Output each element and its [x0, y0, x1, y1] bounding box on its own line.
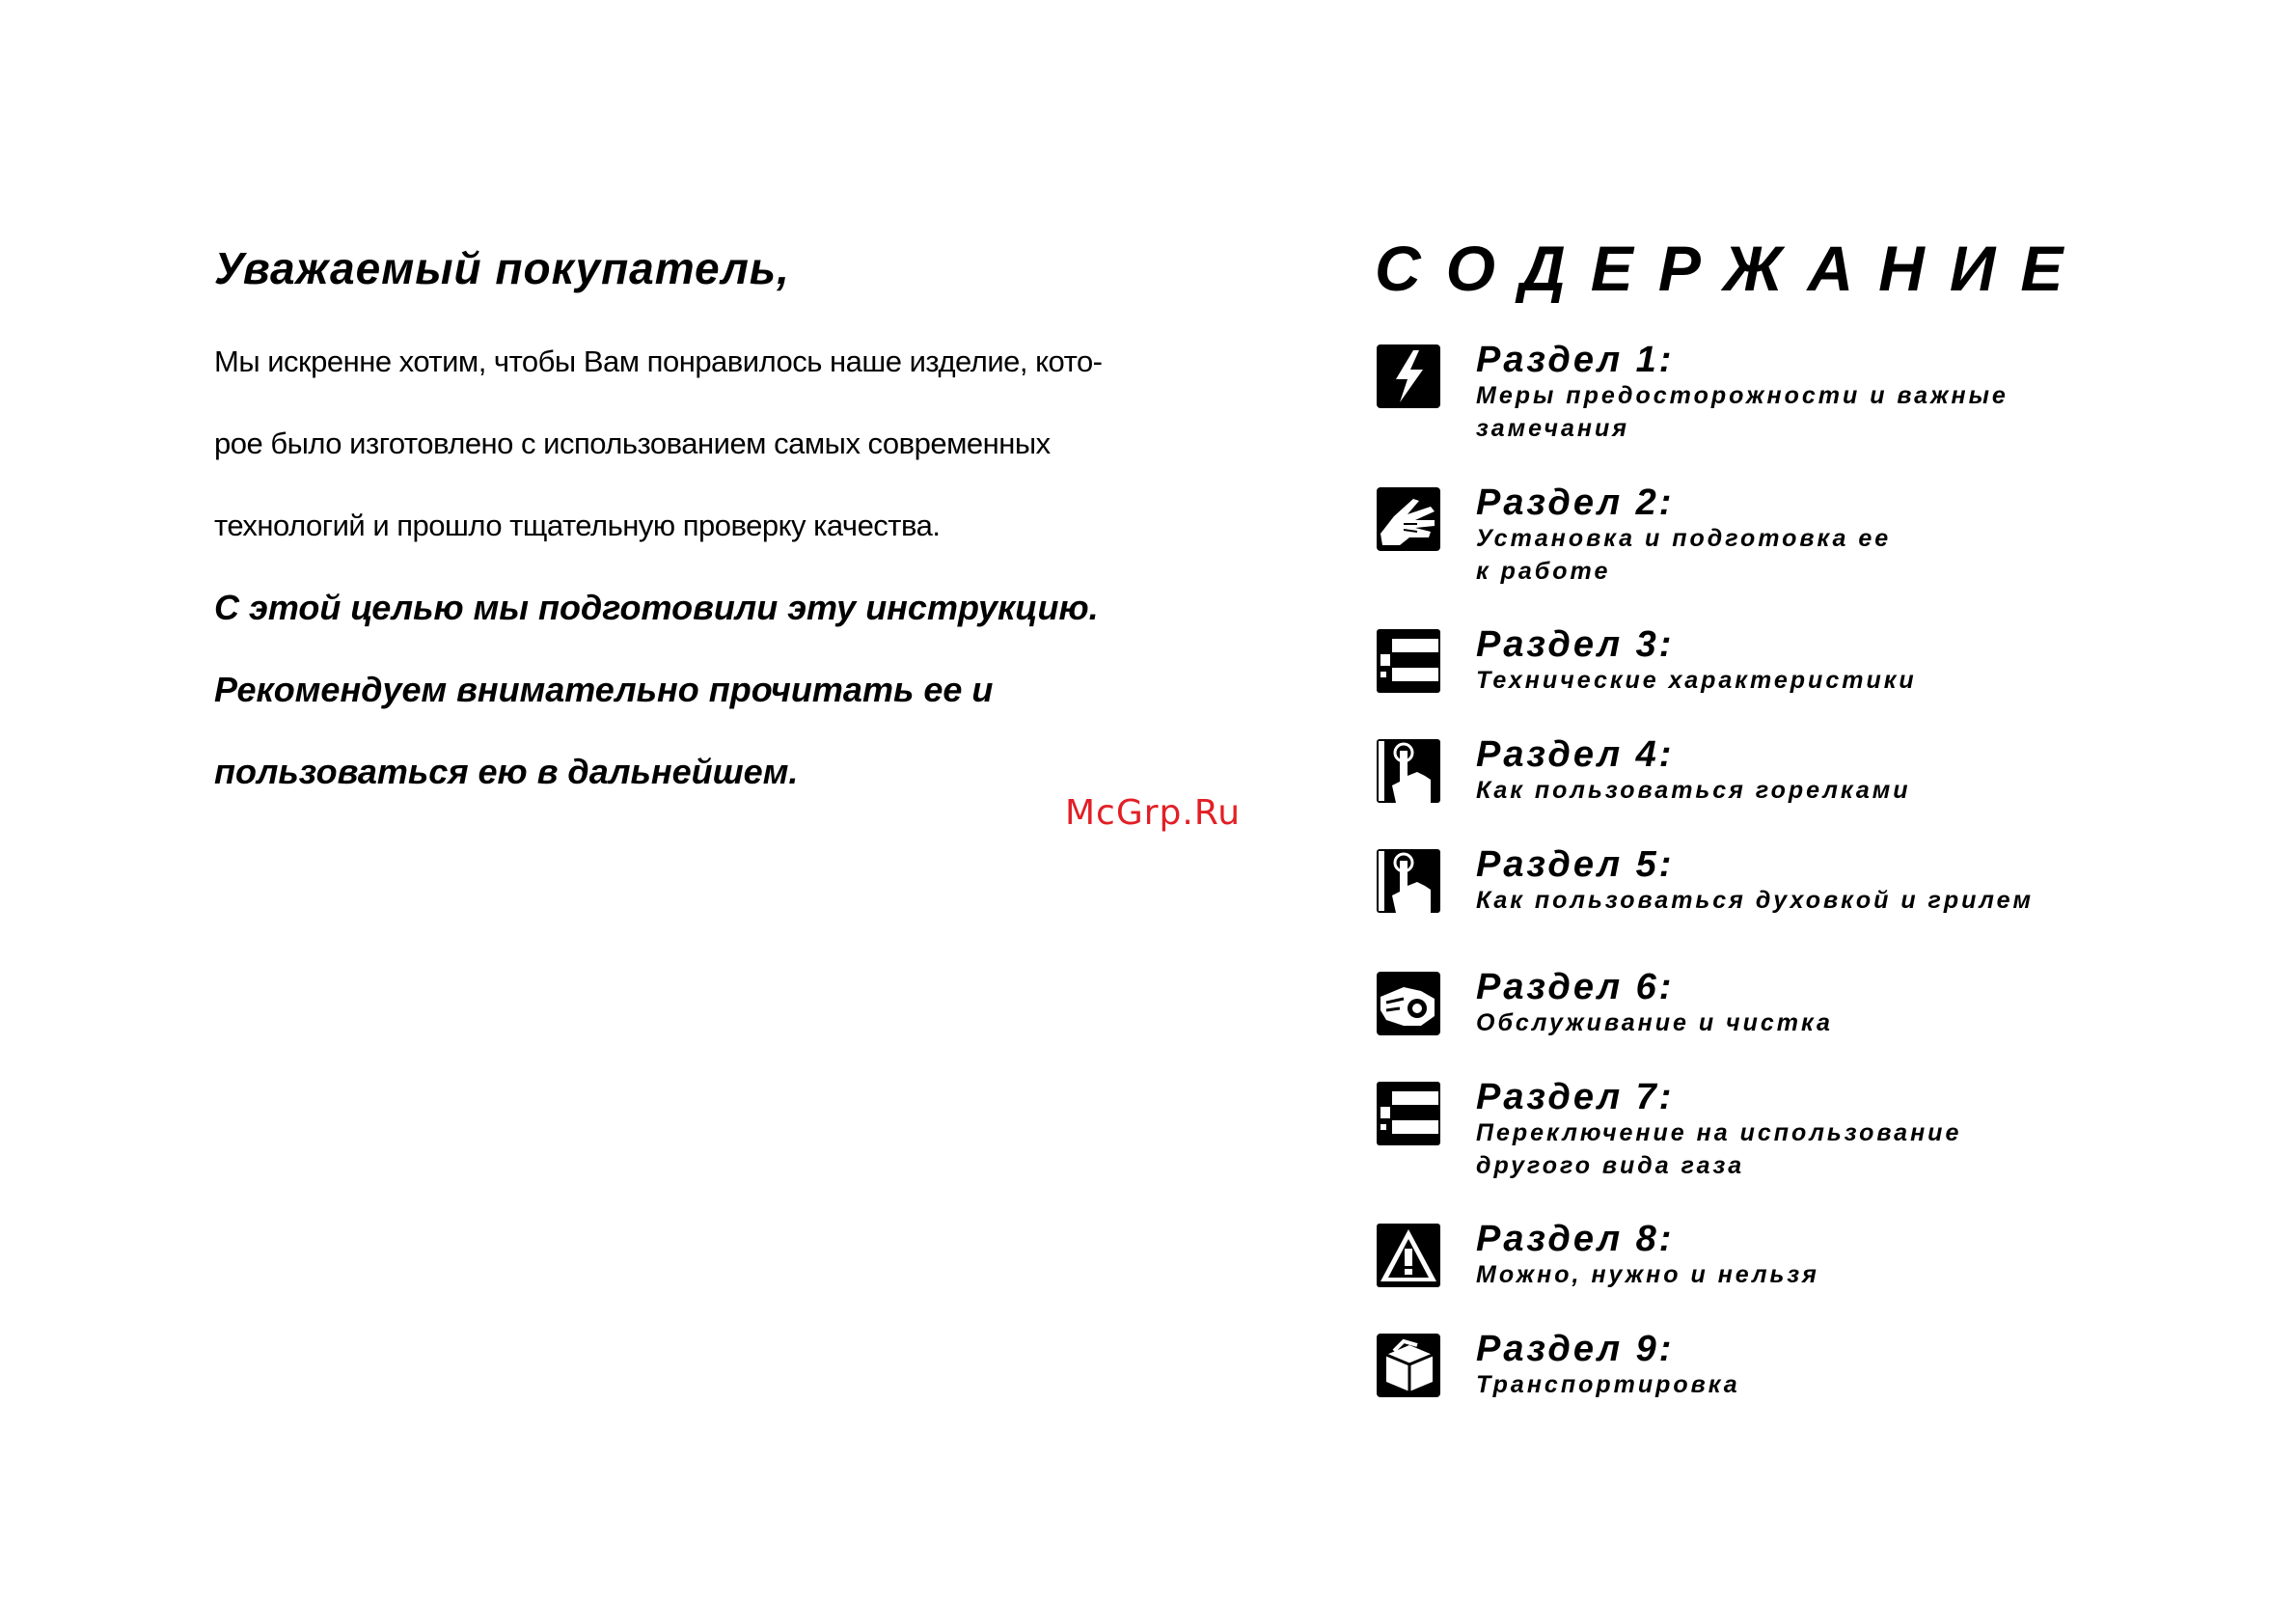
table-of-contents — [1375, 230, 2243, 1398]
toc-desc: замечания — [1476, 415, 1630, 442]
toc-desc: Установка и подготовка ее — [1476, 525, 1892, 552]
toc-desc: Технические характеристики — [1476, 667, 1917, 694]
toc-desc: другого вида газа — [1476, 1152, 1745, 1179]
box-icon — [1375, 1332, 1442, 1399]
greeting-title: Уважаемый покупатель, — [214, 243, 790, 293]
finger-press-icon — [1375, 737, 1442, 805]
intro-line: Мы искренне хотим, чтобы Вам понравилось наше изделие, кото- — [214, 344, 1103, 378]
toc-desc: Обслуживание и чистка — [1476, 1009, 1833, 1036]
toc-title: СОДЕРЖАНИЕ — [1375, 233, 2089, 304]
toc-label: Раздел 5: — [1476, 844, 1675, 885]
toc-label: Раздел 2: — [1476, 482, 1675, 523]
toc-desc: Можно, нужно и нельзя — [1476, 1261, 1819, 1288]
toc-label: Раздел 6: — [1476, 967, 1675, 1007]
toc-desc: Переключение на использование — [1476, 1119, 1962, 1146]
toc-desc: Как пользоваться духовкой и грилем — [1476, 887, 2035, 914]
toc-desc: Транспортировка — [1476, 1371, 1740, 1398]
emphasis-line: Рекомендуем внимательно прочитать ее и — [214, 670, 994, 709]
toc-label: Раздел 8: — [1476, 1219, 1675, 1259]
toc-label: Раздел 1: — [1476, 340, 1675, 380]
specs-icon — [1375, 627, 1442, 695]
warning-icon — [1375, 1222, 1442, 1289]
hand-icon — [1375, 485, 1442, 553]
toc-desc: к работе — [1476, 558, 1611, 585]
intro-line: технологий и прошло тщательную проверку качества. — [214, 509, 941, 542]
toc-label: Раздел 4: — [1476, 734, 1675, 775]
toc-label: Раздел 3: — [1476, 624, 1675, 665]
toc-desc: Меры предосторожности и важные — [1476, 382, 2009, 409]
toc-label: Раздел 9: — [1476, 1329, 1675, 1369]
toc-desc: Как пользоваться горелками — [1476, 777, 1911, 804]
greeting-block — [214, 239, 1275, 812]
emphasis-line: пользоваться ею в дальнейшем. — [214, 752, 799, 791]
watermark: McGrp.Ru — [1065, 793, 1242, 833]
toc-label: Раздел 7: — [1476, 1077, 1675, 1117]
specs-icon — [1375, 1080, 1442, 1147]
finger-press-icon — [1375, 847, 1442, 915]
emphasis-line: С этой целью мы подготовили эту инструкцию. — [214, 588, 1099, 627]
lightning-icon — [1375, 343, 1442, 410]
intro-line: рое было изготовлено с использованием самых современных — [214, 427, 1051, 460]
cleaning-icon — [1375, 970, 1442, 1037]
